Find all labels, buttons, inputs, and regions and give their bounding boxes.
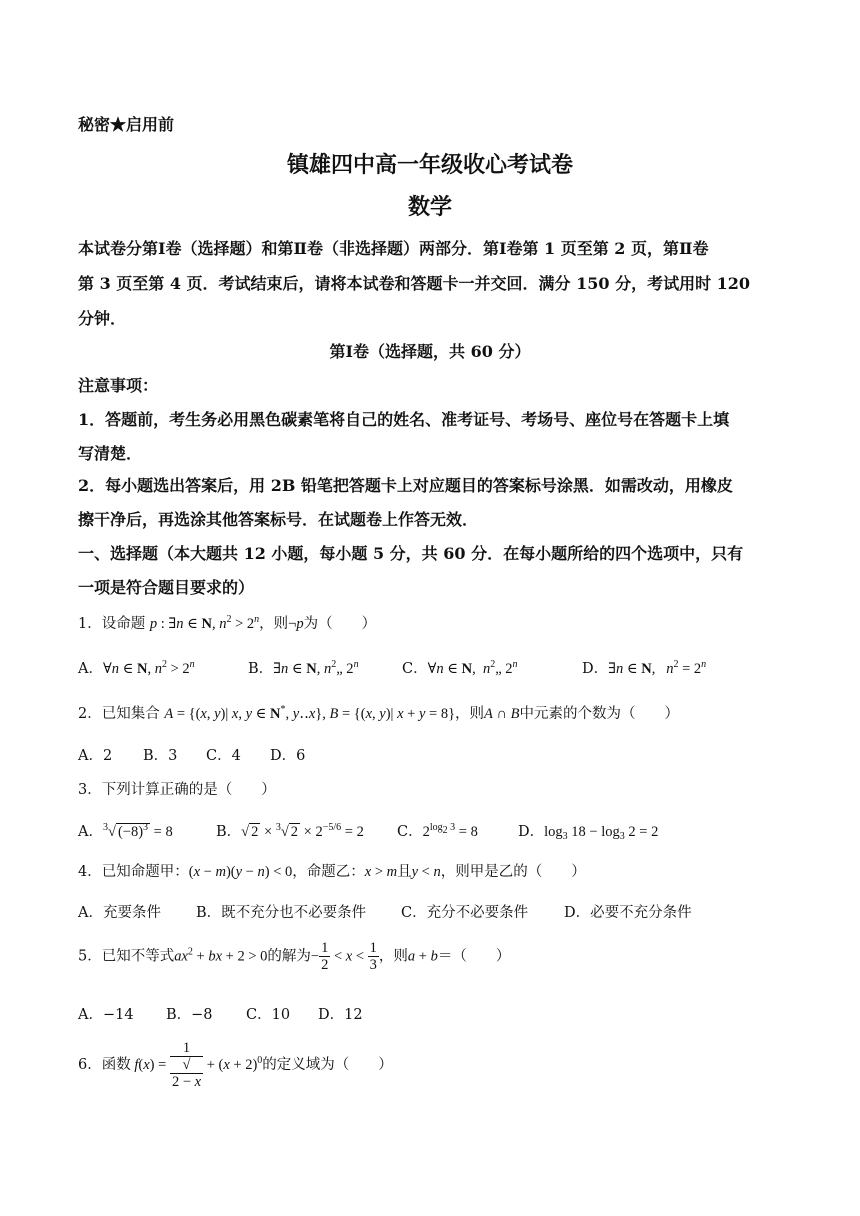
question-1-option-c[interactable]: C．∀n ∈ N, $n^2„$ 2$^n$: [402, 659, 518, 677]
question-4-option-d[interactable]: D．必要不充分条件: [564, 905, 692, 921]
subject-title: 数学: [407, 194, 452, 220]
question-3-option-d[interactable]: D．$\log_3 18 - \log_3 2 = 2$: [518, 824, 659, 842]
question-5-stem: 5．已知不等式$ax^2$ + bx + 2 > 0的解为− $\frac{1}{2}$ < x < $\frac{1}{3}$ ，则a + b＝（ ）: [78, 940, 511, 973]
question-3-option-b[interactable]: B．√ 2 × $^3$√ $2 \times 2^{-5/6} = 2$: [216, 822, 364, 840]
note-1-line-2: 写清楚．: [78, 444, 143, 463]
question-2-option-c[interactable]: C．4: [206, 748, 241, 764]
notes-heading: 注意事项：: [78, 376, 159, 395]
question-1-option-b[interactable]: B．∃n ∈ N, $n^2„$ 2$^n$: [248, 659, 359, 677]
question-1-stem: 1．设命题 p : ∃n ∈ N, $n^2 > 2^n$，则¬p为（ ）: [78, 614, 377, 632]
question-2-option-a[interactable]: A．2: [78, 748, 113, 764]
question-3-stem: 3．下列计算正确的是（ ）: [78, 782, 276, 798]
question-2-option-b[interactable]: B．3: [143, 748, 178, 764]
question-5-option-d[interactable]: D．12: [318, 1007, 363, 1023]
question-5-option-c[interactable]: C．10: [246, 1007, 291, 1023]
question-4-stem: 4．已知命题甲：(x − m)(y − n) < 0，命题乙：x > m且y < n，则甲是乙的（ ）: [78, 864, 586, 880]
question-5-option-a[interactable]: A．−14: [78, 1007, 134, 1023]
section-one-line-2: 一项是符合题目要求的）: [78, 578, 255, 597]
confidential-label: 秘密★启用前: [78, 115, 175, 134]
intro-line-3: 分钟．: [78, 309, 127, 328]
intro-line-2: 第 3 页至第 4 页．考试结束后，请将本试卷和答题卡一并交回．满分 150 分，考试用时 120: [78, 274, 751, 293]
question-6-stem: 6．函数 f(x) = 1 √ 2 − x + $(x + 2)^0$的定义域为（ ）: [78, 1040, 393, 1090]
question-1-option-d[interactable]: D．∃n ∈ N, $n^2 = 2^n$: [582, 659, 707, 677]
note-2-line-2: 擦干净后，再选涂其他答案标号．在试题卷上作答无效．: [78, 510, 479, 529]
question-5-option-b[interactable]: B．−8: [166, 1007, 213, 1023]
exam-title: 镇雄四中高一年级收心考试卷: [286, 152, 573, 178]
question-4-option-a[interactable]: A．充要条件: [78, 905, 161, 921]
question-4-option-c[interactable]: C．充分不必要条件: [401, 905, 529, 921]
question-4-option-b[interactable]: B．既不充分也不必要条件: [196, 905, 367, 921]
note-2-line-1: 2．每小题选出答案后，用 2B 铅笔把答题卡上对应题目的答案标号涂黑．如需改动，用橡皮: [78, 476, 733, 495]
part-one-heading: 第Ⅰ卷（选择题，共 60 分）: [329, 342, 531, 361]
intro-line-1: 本试卷分第Ⅰ卷（选择题）和第Ⅱ卷（非选择题）两部分．第Ⅰ卷第 1 页至第 2 页，第Ⅱ卷: [78, 239, 709, 258]
question-1-option-a[interactable]: A．∀n ∈ N, $n^2 > 2^n$: [78, 659, 195, 677]
question-3-option-a[interactable]: A．$^3$√ $(-8)^3 = 8$: [78, 822, 173, 840]
question-3-option-c[interactable]: C．$2^{log_2 3} = 8$: [397, 822, 478, 840]
section-one-line-1: 一、选择题（本大题共 12 小题，每小题 5 分，共 60 分．在每小题所给的四个选项中，只有: [78, 544, 744, 563]
question-2-option-d[interactable]: D．6: [270, 748, 306, 764]
question-2-stem: 2．已知集合 A = {(x, y)| x, y ∈ N*, y‥x}, B = {(x, y)| x + y = 8}，则A ∩ B中元素的个数为（ ）: [78, 704, 679, 722]
note-1-line-1: 1．答题前，考生务必用黑色碳素笔将自己的姓名、准考证号、考场号、座位号在答题卡上填: [78, 410, 730, 429]
